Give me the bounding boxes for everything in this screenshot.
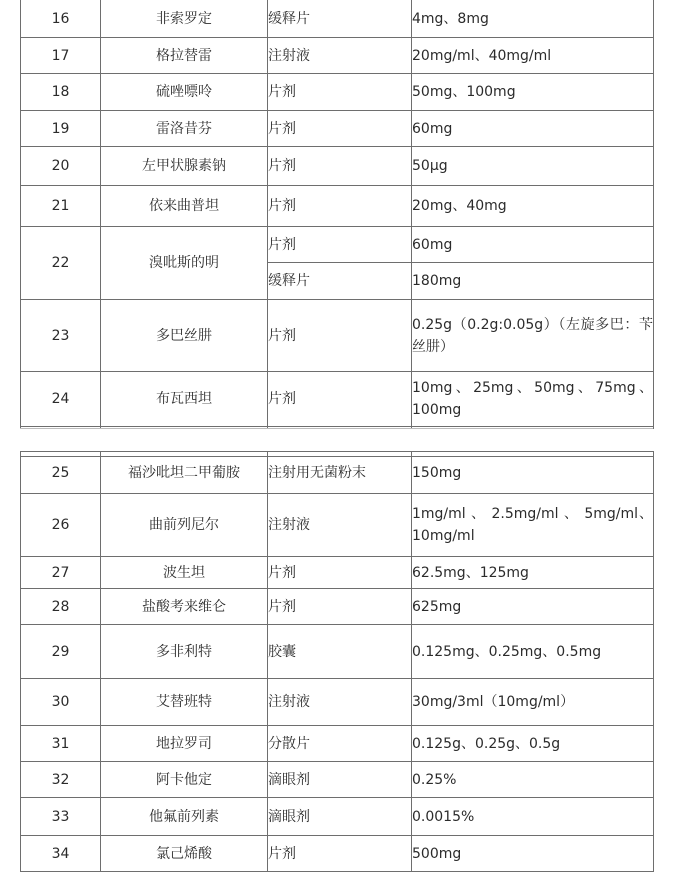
dosage-form: 片剂 — [268, 557, 412, 589]
drug-name: 多巴丝肼 — [101, 300, 268, 372]
dosage-form: 片剂 — [268, 227, 412, 263]
specification: 20mg、40mg — [412, 186, 654, 227]
dosage-form: 胶囊 — [268, 625, 412, 679]
drug-name: 艾替班特 — [101, 679, 268, 726]
specification: 60mg — [412, 227, 654, 263]
drug-name: 溴吡斯的明 — [101, 227, 268, 300]
dosage-form: 滴眼剂 — [268, 762, 412, 798]
specification: 50μg — [412, 147, 654, 186]
row-number: 23 — [21, 300, 101, 372]
specification: 500mg — [412, 836, 654, 872]
specification: 0.25% — [412, 762, 654, 798]
dosage-form: 片剂 — [268, 147, 412, 186]
specification: 60mg — [412, 111, 654, 147]
table-row — [21, 111, 654, 147]
row-number: 26 — [21, 494, 101, 557]
table-row — [21, 589, 654, 625]
specification: 0.25g（0.2g:0.05g）（左旋多巴：苄丝肼） — [412, 300, 654, 372]
row-number: 34 — [21, 836, 101, 872]
dosage-form: 注射液 — [268, 38, 412, 74]
row-number: 29 — [21, 625, 101, 679]
drug-name: 非索罗定 — [101, 0, 268, 38]
table-row — [21, 186, 654, 227]
dosage-form: 缓释片 — [268, 0, 412, 38]
table-row — [21, 625, 654, 679]
specification: 10mg、25mg、50mg、75mg、100mg — [412, 372, 654, 427]
drug-table-top — [20, 0, 654, 457]
table-row — [21, 0, 654, 38]
specification: 30mg/3ml（10mg/ml） — [412, 679, 654, 726]
dosage-form: 分散片 — [268, 726, 412, 762]
drug-name: 多非利特 — [101, 625, 268, 679]
specification: 0.125mg、0.25mg、0.5mg — [412, 625, 654, 679]
row-number: 24 — [21, 372, 101, 427]
table-row — [21, 74, 654, 111]
row-number: 33 — [21, 798, 101, 836]
drug-name: 阿卡他定 — [101, 762, 268, 798]
drug-name: 曲前列尼尔 — [101, 494, 268, 557]
page-break-rule — [20, 428, 653, 429]
dosage-form: 注射液 — [268, 679, 412, 726]
table-row — [21, 227, 654, 263]
row-number: 22 — [21, 227, 101, 300]
dosage-form: 注射液 — [268, 494, 412, 557]
drug-name: 地拉罗司 — [101, 726, 268, 762]
drug-name: 左甲状腺素钠 — [101, 147, 268, 186]
table-row — [21, 300, 654, 372]
table-row — [21, 762, 654, 798]
specification: 150mg — [412, 452, 654, 494]
specification: 0.125g、0.25g、0.5g — [412, 726, 654, 762]
dosage-form: 片剂 — [268, 372, 412, 427]
row-number: 18 — [21, 74, 101, 111]
table-row — [21, 38, 654, 74]
drug-name: 盐酸考来维仑 — [101, 589, 268, 625]
row-number: 16 — [21, 0, 101, 38]
dosage-form: 片剂 — [268, 300, 412, 372]
drug-name: 依来曲普坦 — [101, 186, 268, 227]
dosage-form: 滴眼剂 — [268, 798, 412, 836]
table-row — [21, 452, 654, 494]
drug-name: 氯己烯酸 — [101, 836, 268, 872]
dosage-form: 片剂 — [268, 186, 412, 227]
drug-name: 布瓦西坦 — [101, 372, 268, 427]
specification: 1mg/ml 、 2.5mg/ml 、 5mg/ml、10mg/ml — [412, 494, 654, 557]
drug-name: 波生坦 — [101, 557, 268, 589]
specification: 180mg — [412, 263, 654, 300]
drug-name: 格拉替雷 — [101, 38, 268, 74]
drug-table-bottom — [20, 451, 654, 872]
drug-name: 雷洛昔芬 — [101, 111, 268, 147]
drug-name: 福沙吡坦二甲葡胺 — [101, 452, 268, 494]
specification: 625mg — [412, 589, 654, 625]
specification: 20mg/ml、40mg/ml — [412, 38, 654, 74]
table-row — [21, 147, 654, 186]
row-number: 20 — [21, 147, 101, 186]
dosage-form: 片剂 — [268, 111, 412, 147]
dosage-form: 片剂 — [268, 836, 412, 872]
drug-name: 他氟前列素 — [101, 798, 268, 836]
row-number: 17 — [21, 38, 101, 74]
row-number: 31 — [21, 726, 101, 762]
dosage-form: 注射用无菌粉末 — [268, 452, 412, 494]
row-number: 19 — [21, 111, 101, 147]
row-number: 25 — [21, 452, 101, 494]
specification: 50mg、100mg — [412, 74, 654, 111]
table-row — [21, 372, 654, 427]
dosage-form: 片剂 — [268, 589, 412, 625]
table-row — [21, 798, 654, 836]
row-number: 28 — [21, 589, 101, 625]
page-break-gap — [0, 429, 679, 451]
dosage-form: 缓释片 — [268, 263, 412, 300]
table-row — [21, 726, 654, 762]
specification: 4mg、8mg — [412, 0, 654, 38]
row-number: 32 — [21, 762, 101, 798]
specification: 62.5mg、125mg — [412, 557, 654, 589]
row-number: 21 — [21, 186, 101, 227]
table-row — [21, 679, 654, 726]
dosage-form: 片剂 — [268, 74, 412, 111]
table-row — [21, 836, 654, 872]
table-row — [21, 557, 654, 589]
specification: 0.0015% — [412, 798, 654, 836]
row-number: 27 — [21, 557, 101, 589]
drug-name: 硫唑嘌呤 — [101, 74, 268, 111]
row-number: 30 — [21, 679, 101, 726]
table-row — [21, 494, 654, 557]
